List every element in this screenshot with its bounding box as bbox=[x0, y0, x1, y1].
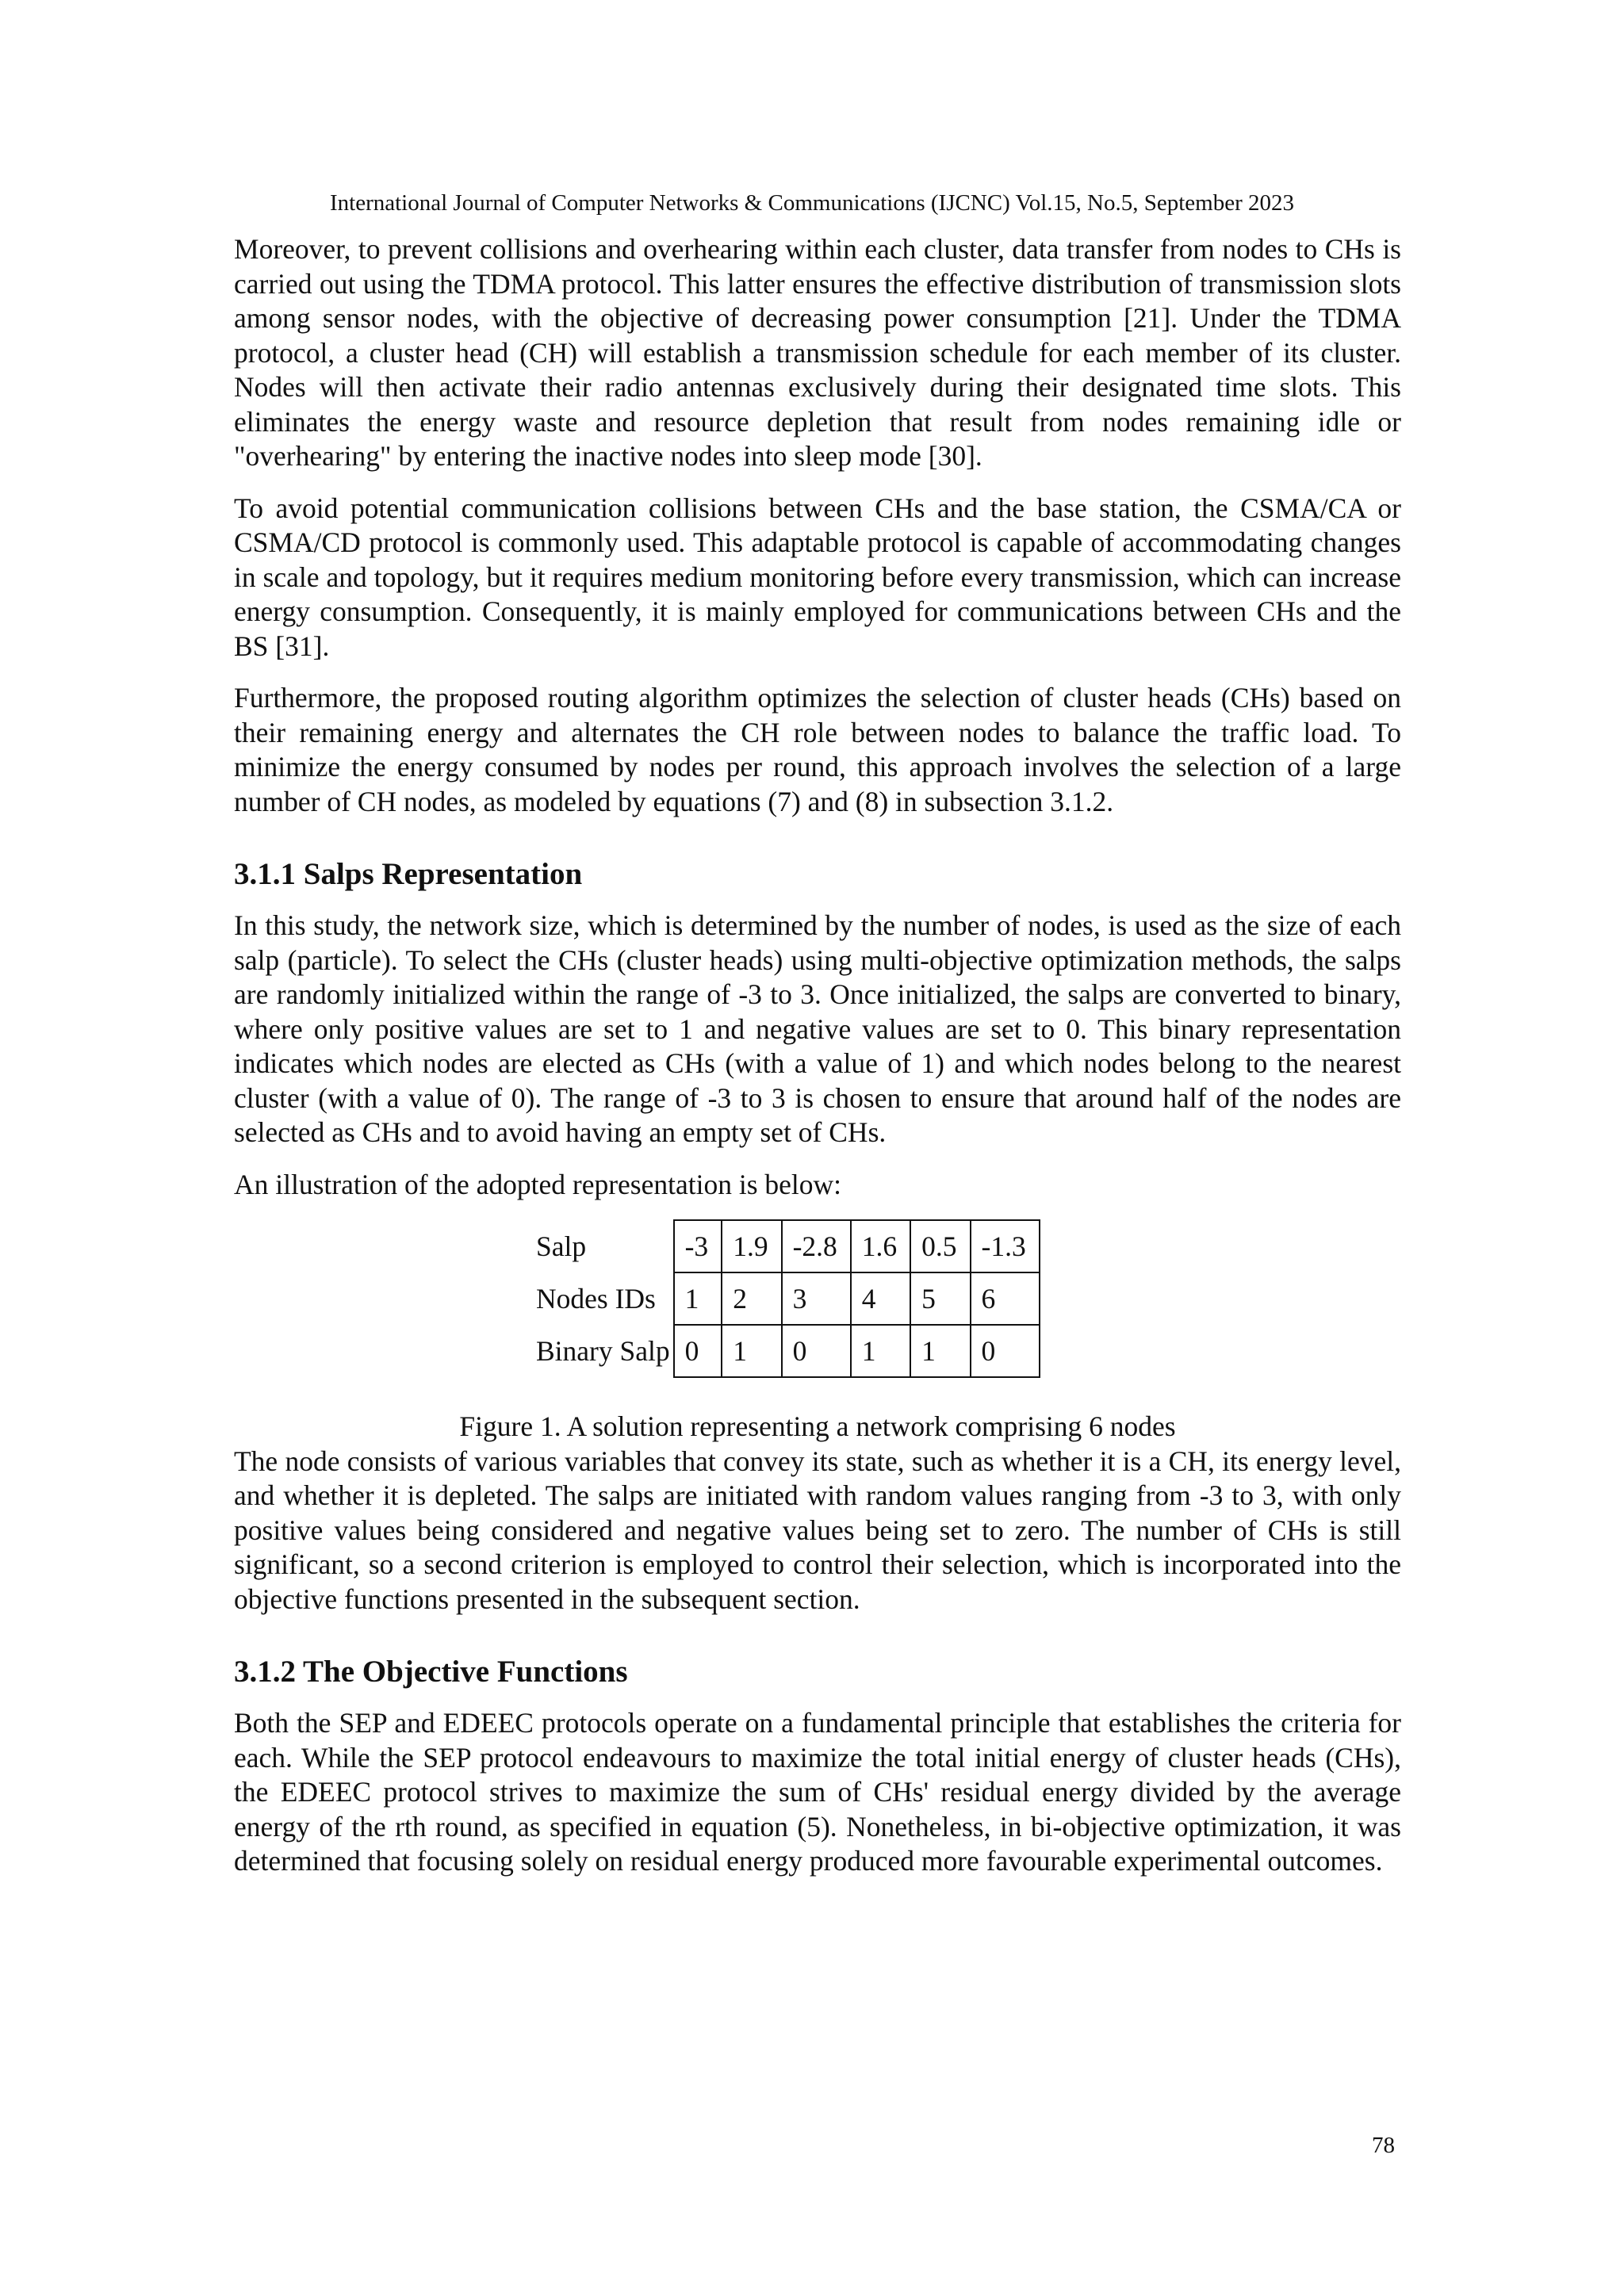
table-cell: 4 bbox=[851, 1272, 910, 1325]
table-row-salp bbox=[533, 1220, 1040, 1272]
paragraph-objective-functions: Both the SEP and EDEEC protocols operate on a fundamental principle that establishes the criteria for each. While the SEP protocol endeavours to maximize the total initial energy of cluster heads (CHs), the EDEEC protocol strives to maximize the sum of CHs' residual energy divided by the average energy of the rth round, as specified in equation (5). Nonetheless, in bi-objective optimization, it was determined that focusing solely on residual energy produced more favourable experimental outcomes. bbox=[234, 1707, 1401, 1877]
table-cell: 6 bbox=[971, 1272, 1040, 1325]
table-cell: -3 bbox=[674, 1220, 722, 1272]
paragraph-salps-representation: In this study, the network size, which is determined by the number of nodes, is used as the size of each salp (particle). To select the CHs (cluster heads) using multi-objective optimization methods, the salps are randomly initialized within the range of -3 to 3. Once initialized, the salps are converted to binary, where only positive values are set to 1 and negative values are set to 0. This binary representation indicates which nodes are elected as CHs (with a value of 1) and which nodes belong to the nearest cluster (with a value of 0). The range of -3 to 3 is chosen to ensure that around half of the nodes are selected as CHs and to avoid having an empty set of CHs. bbox=[234, 909, 1401, 1148]
page-number: 78 bbox=[1372, 2133, 1395, 2158]
table-cell: -2.8 bbox=[782, 1220, 851, 1272]
table-cell: 0 bbox=[674, 1325, 722, 1377]
table-row-binary-salp bbox=[533, 1325, 1040, 1377]
table-cell: 0 bbox=[782, 1325, 851, 1377]
table-cell: 2 bbox=[722, 1272, 781, 1325]
paragraph-node-state: The node consists of various variables that convey its state, such as whether it is a CH, its energy level, and whether it is depleted. The salps are initiated with random values ranging from -3 to 3, with only positive values being considered and negative values being set to zero. The number of CHs is still significant, so a second criterion is employed to control their selection, which is incorporated into the objective functions presented in the subsequent section. bbox=[234, 1445, 1401, 1615]
row-label: Nodes IDs bbox=[536, 1283, 656, 1314]
section-heading-objective-functions: 3.1.2 The Objective Functions bbox=[234, 1655, 628, 1689]
table-cell: 1 bbox=[674, 1272, 722, 1325]
table-cell: 1 bbox=[910, 1325, 970, 1377]
table-cell: 1 bbox=[722, 1325, 781, 1377]
table-cell: 5 bbox=[910, 1272, 970, 1325]
main-content bbox=[234, 232, 1401, 1879]
figure-1 bbox=[533, 1219, 1401, 1378]
paragraph-csma: To avoid potential communication collisions between CHs and the base station, the CSMA/CA or CSMA/CD protocol is commonly used. This adaptable protocol is capable of accommodating changes in scale and topology, but it requires medium monitoring before every transmission, which can increase energy consumption. Consequently, it is mainly employed for communications between CHs and the BS [31]. bbox=[234, 492, 1401, 662]
table-cell: 3 bbox=[782, 1272, 851, 1325]
table-cell: 1.6 bbox=[851, 1220, 910, 1272]
figure-caption: Figure 1. A solution representing a network comprising 6 nodes bbox=[459, 1410, 1176, 1442]
paragraph-tdma: Moreover, to prevent collisions and overhearing within each cluster, data transfer from nodes to CHs is carried out using the TDMA protocol. This latter ensures the effective distribution of transmission slots among sensor nodes, with the objective of decreasing power consumption [21]. Under the TDMA protocol, a cluster head (CH) will establish a transmission schedule for each member of its cluster. Nodes will then activate their radio antennas exclusively during their designated time slots. This eliminates the energy waste and resource depletion that result from nodes remaining idle or "overhearing" by entering the inactive nodes into sleep mode [30]. bbox=[234, 233, 1401, 472]
table-cell: 0.5 bbox=[910, 1220, 970, 1272]
paragraph-routing: Furthermore, the proposed routing algorithm optimizes the selection of cluster heads (CHs) based on their remaining energy and alternates the CH role between nodes to balance the traffic load. To minimize the energy consumed by nodes per round, this approach involves the selection of a large number of CH nodes, as modeled by equations (7) and (8) in subsection 3.1.2. bbox=[234, 682, 1401, 817]
row-label: Binary Salp bbox=[536, 1335, 670, 1367]
table-row-node-ids bbox=[533, 1272, 1040, 1325]
table-cell: -1.3 bbox=[971, 1220, 1040, 1272]
running-header: International Journal of Computer Networks & Communications (IJCNC) Vol.15, No.5, September 2023 bbox=[330, 190, 1294, 216]
table-cell: 1 bbox=[851, 1325, 910, 1377]
table-cell: 0 bbox=[971, 1325, 1040, 1377]
salp-table bbox=[533, 1219, 1040, 1378]
section-heading-salps-representation: 3.1.1 Salps Representation bbox=[234, 857, 583, 891]
row-label: Salp bbox=[536, 1230, 587, 1262]
table-cell: 1.9 bbox=[722, 1220, 781, 1272]
paragraph-illustration-intro: An illustration of the adopted representation is below: bbox=[234, 1168, 842, 1200]
